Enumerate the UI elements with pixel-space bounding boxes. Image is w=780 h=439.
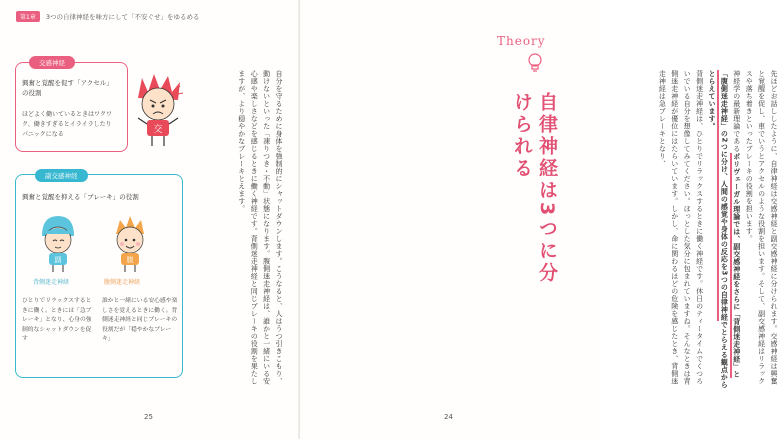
parasympathetic-subtitle: 興奮と覚醒を抑える「ブレーキ」の役割 bbox=[22, 193, 139, 201]
body-paragraph-1: 先ほどお話ししたように、自律神経は交感神経と副交感神経に分けられます。交感神経は興奮と覚醒を促し、車でいうとアクセルのような役割を担います。そして、副交感神経はリラックスや落ち着きといったブレーキの役割を担います。 bbox=[745, 70, 778, 385]
body-paragraph-2-emphasis: ポリヴェーガル理論では、副交感神経をさらに「背側迷走神経」と「腹側迷走神経」の2つに分け、人間の感覚や身体の反応を3つの自律神経 bbox=[717, 70, 740, 378]
ventral-character-illustration bbox=[36, 212, 80, 274]
lightbulb-icon bbox=[527, 52, 543, 72]
page-number-left: 25 bbox=[144, 413, 153, 421]
left-body-text: 自分を守るために身体を強制的にシャットダウンします。こうなると、人はうつ引きこもり、動けないといった「凍りつき・不動」状態になります。腹側迷走神経は、誰かと一緒にいる安心感や楽しさなどを感じるときに働く神経です。背側迷走神経と同じブレーキの役割を果たしますが、より穏やかなブレーキとえます。 bbox=[237, 70, 283, 385]
dorsal-character-illustration bbox=[108, 212, 152, 274]
dorsal-description: 誰かと一緒にいる安心感や楽しさを覚えるときに働く。背側迷走神経と同じブレーキの役割だが「穏やかなブレーキ」 bbox=[102, 298, 178, 343]
svg-text:腹: 腹 bbox=[126, 256, 134, 264]
svg-text:交: 交 bbox=[153, 125, 163, 135]
svg-text:副: 副 bbox=[54, 256, 62, 264]
right-body-text bbox=[630, 70, 780, 390]
parasympathetic-label: 副交感神経 bbox=[35, 169, 88, 182]
chapter-title: 3つの自律神経を味方にして「不安ぐせ」をゆるめる bbox=[45, 13, 200, 21]
theory-label: Theory bbox=[497, 34, 546, 48]
chapter-badge: 第1章 bbox=[16, 11, 40, 22]
sympathetic-label: 交感神経 bbox=[29, 56, 75, 69]
dorsal-name: 腹側迷走神経 bbox=[104, 279, 141, 286]
angry-character-illustration bbox=[128, 70, 188, 150]
page-number-right: 24 bbox=[444, 413, 453, 421]
parasympathetic-box bbox=[15, 174, 183, 378]
body-paragraph-3: 背側迷走神経は、ひとりでリラックスするときに働く神経です。休日のティータイムでくつろいでいる自分を想像してみてください。ほっとした気分に包まれていますね。そんなときは背側迷走神経が優位にはたらいています。しかし、命に関わるほどの危険を感じたとき、背側迷走神経は急ブレーキとなり、 bbox=[658, 70, 704, 385]
sympathetic-subtitle: 興奮と覚醒を促す「アクセル」の役割 bbox=[22, 79, 110, 97]
chapter-header bbox=[16, 11, 199, 22]
body-paragraph-2a: 神経学の最新理論である bbox=[732, 70, 741, 153]
left-page bbox=[0, 0, 300, 439]
ventral-description: ひとりでリラックスするときに働く。ときには「急ブレーキ」となり、心身の強制的なシャットダウンを促す bbox=[22, 298, 92, 343]
ventral-name: 背側迷走神経 bbox=[33, 279, 70, 286]
body-paragraph-2b: でとらえる観点からとらえています。 bbox=[707, 70, 729, 389]
page-title: 自律神経は3つに分けられる bbox=[511, 92, 558, 285]
sympathetic-description: ほどよく働いているときはワクワク、働きすぎるとイライラしたりパニックになる bbox=[22, 111, 113, 138]
